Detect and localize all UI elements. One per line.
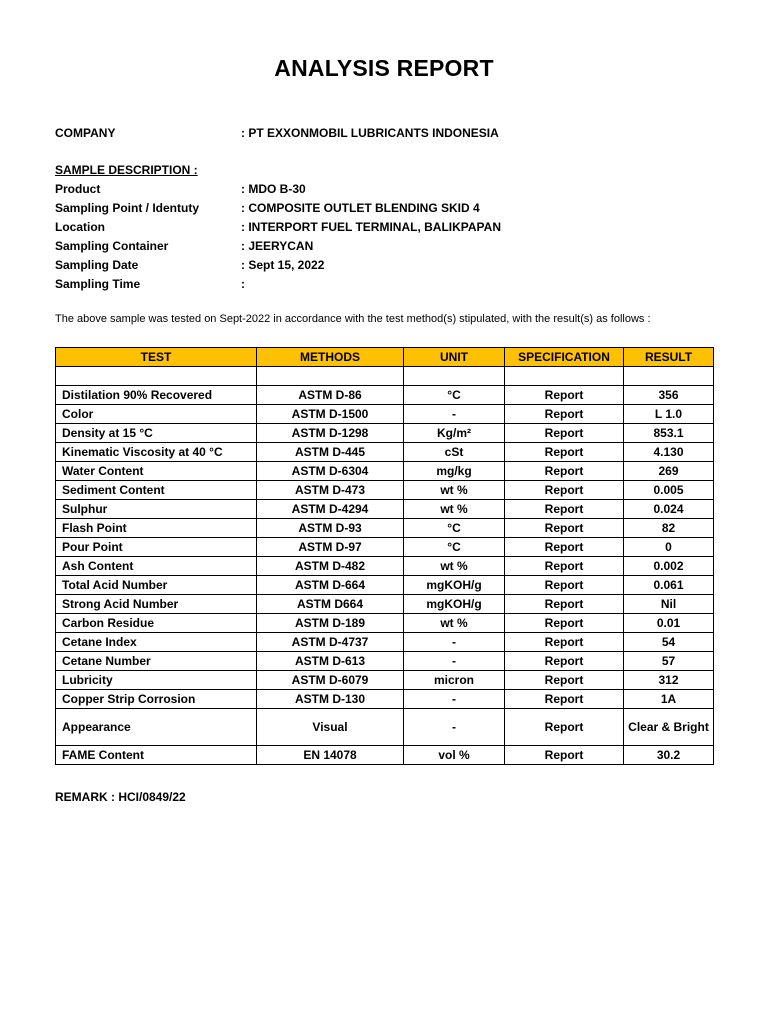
company-value: : PT EXXONMOBIL LUBRICANTS INDONESIA [241,126,499,140]
table-row [56,519,714,538]
unit-cell: mg/kg [404,462,505,481]
specification-cell: Report [505,709,624,746]
column-header: TEST [56,348,257,367]
unit-cell: wt % [404,481,505,500]
sample-value: : JEERYCAN [241,239,314,253]
sample-label: Product [55,182,101,196]
method-cell: ASTM D-4294 [257,500,404,519]
column-header: UNIT [404,348,505,367]
report-title: ANALYSIS REPORT [274,55,494,81]
specification-cell: Report [505,424,624,443]
sample-label: Sampling Time [55,277,141,291]
unit-cell: °C [404,386,505,405]
test-cell: Strong Acid Number [56,595,257,614]
result-cell: 0.061 [624,576,714,595]
result-cell: 356 [624,386,714,405]
method-cell: ASTM D664 [257,595,404,614]
result-cell: 0.002 [624,557,714,576]
column-header: METHODS [257,348,404,367]
unit-cell: °C [404,538,505,557]
specification-cell: Report [505,576,624,595]
sample-label: Location [55,220,105,234]
table-row [56,557,714,576]
method-cell: ASTM D-613 [257,652,404,671]
method-cell: EN 14078 [257,746,404,765]
result-cell: L 1.0 [624,405,714,424]
unit-cell: °C [404,519,505,538]
specification-cell: Report [505,443,624,462]
result-cell: Nil [624,595,714,614]
unit-cell: - [404,405,505,424]
test-cell: Appearance [56,709,257,746]
sample-label: Sampling Container [55,239,169,253]
table-row [56,690,714,709]
specification-cell: Report [505,500,624,519]
test-cell: Kinematic Viscosity at 40 °C [56,443,257,462]
method-cell: ASTM D-1500 [257,405,404,424]
test-cell: Density at 15 °C [56,424,257,443]
result-cell: 0.024 [624,500,714,519]
specification-cell: Report [505,614,624,633]
test-cell: Color [56,405,257,424]
specification-cell: Report [505,519,624,538]
unit-cell: - [404,633,505,652]
method-cell: ASTM D-445 [257,443,404,462]
specification-cell: Report [505,481,624,500]
test-cell: Lubricity [56,671,257,690]
specification-cell: Report [505,462,624,481]
method-cell: ASTM D-189 [257,614,404,633]
test-cell: Cetane Index [56,633,257,652]
result-cell: 57 [624,652,714,671]
remark: REMARK : HCI/0849/22 [55,790,186,804]
table-row [56,538,714,557]
result-cell: 82 [624,519,714,538]
table-row [56,671,714,690]
result-cell: 30.2 [624,746,714,765]
method-cell: ASTM D-664 [257,576,404,595]
test-cell: FAME Content [56,746,257,765]
results-table [55,347,714,765]
table-row [56,614,714,633]
result-cell: 0 [624,538,714,557]
unit-cell: - [404,652,505,671]
sample-label: Sampling Date [55,258,139,272]
test-cell: Carbon Residue [56,614,257,633]
result-cell: 1A [624,690,714,709]
result-cell: 269 [624,462,714,481]
specification-cell: Report [505,557,624,576]
unit-cell: micron [404,671,505,690]
method-cell: ASTM D-6079 [257,671,404,690]
table-row [56,481,714,500]
method-cell: ASTM D-6304 [257,462,404,481]
test-statement: The above sample was tested on Sept-2022 in accordance with the test method(s) stipulated, with the result(s) as follows : [55,313,651,325]
specification-cell: Report [505,538,624,557]
test-cell: Pour Point [56,538,257,557]
method-cell: Visual [257,709,404,746]
method-cell: ASTM D-482 [257,557,404,576]
sample-value: : INTERPORT FUEL TERMINAL, BALIKPAPAN [241,220,501,234]
test-cell: Water Content [56,462,257,481]
table-row [56,500,714,519]
unit-cell: - [404,690,505,709]
specification-cell: Report [505,595,624,614]
table-row [56,462,714,481]
table-row [56,746,714,765]
table-row [56,443,714,462]
unit-cell: vol % [404,746,505,765]
method-cell: ASTM D-4737 [257,633,404,652]
test-cell: Cetane Number [56,652,257,671]
test-cell: Distilation 90% Recovered [56,386,257,405]
specification-cell: Report [505,690,624,709]
specification-cell: Report [505,386,624,405]
specification-cell: Report [505,671,624,690]
table-row [56,405,714,424]
sample-value: : MDO B-30 [241,182,306,196]
test-cell: Sulphur [56,500,257,519]
table-row [56,595,714,614]
sample-value: : [241,277,245,291]
sample-label: Sampling Point / Identuty [55,201,199,215]
test-cell: Sediment Content [56,481,257,500]
table-row [56,652,714,671]
unit-cell: Kg/m² [404,424,505,443]
unit-cell: mgKOH/g [404,595,505,614]
specification-cell: Report [505,633,624,652]
unit-cell: - [404,709,505,746]
method-cell: ASTM D-130 [257,690,404,709]
method-cell: ASTM D-97 [257,538,404,557]
sample-value: : COMPOSITE OUTLET BLENDING SKID 4 [241,201,480,215]
result-cell: 0.005 [624,481,714,500]
table-row [56,633,714,652]
result-cell: 312 [624,671,714,690]
column-header: RESULT [624,348,714,367]
table-row [56,424,714,443]
company-label: COMPANY [55,126,116,140]
unit-cell: mgKOH/g [404,576,505,595]
table-row [56,576,714,595]
sample-value: : Sept 15, 2022 [241,258,325,272]
unit-cell: wt % [404,614,505,633]
test-cell: Copper Strip Corrosion [56,690,257,709]
test-cell: Ash Content [56,557,257,576]
method-cell: ASTM D-86 [257,386,404,405]
test-cell: Total Acid Number [56,576,257,595]
unit-cell: wt % [404,557,505,576]
table-row [56,709,714,746]
test-cell: Flash Point [56,519,257,538]
method-cell: ASTM D-93 [257,519,404,538]
specification-cell: Report [505,652,624,671]
specification-cell: Report [505,405,624,424]
result-cell: 0.01 [624,614,714,633]
specification-cell: Report [505,746,624,765]
column-header: SPECIFICATION [505,348,624,367]
unit-cell: wt % [404,500,505,519]
result-cell: 4.130 [624,443,714,462]
unit-cell: cSt [404,443,505,462]
sample-description-heading: SAMPLE DESCRIPTION : [55,163,198,177]
results-body [56,367,714,765]
result-cell: Clear & Bright [624,709,714,746]
empty-spacer-row [56,367,714,386]
method-cell: ASTM D-1298 [257,424,404,443]
result-cell: 853.1 [624,424,714,443]
result-cell: 54 [624,633,714,652]
table-header-row [56,348,714,367]
method-cell: ASTM D-473 [257,481,404,500]
table-row [56,386,714,405]
